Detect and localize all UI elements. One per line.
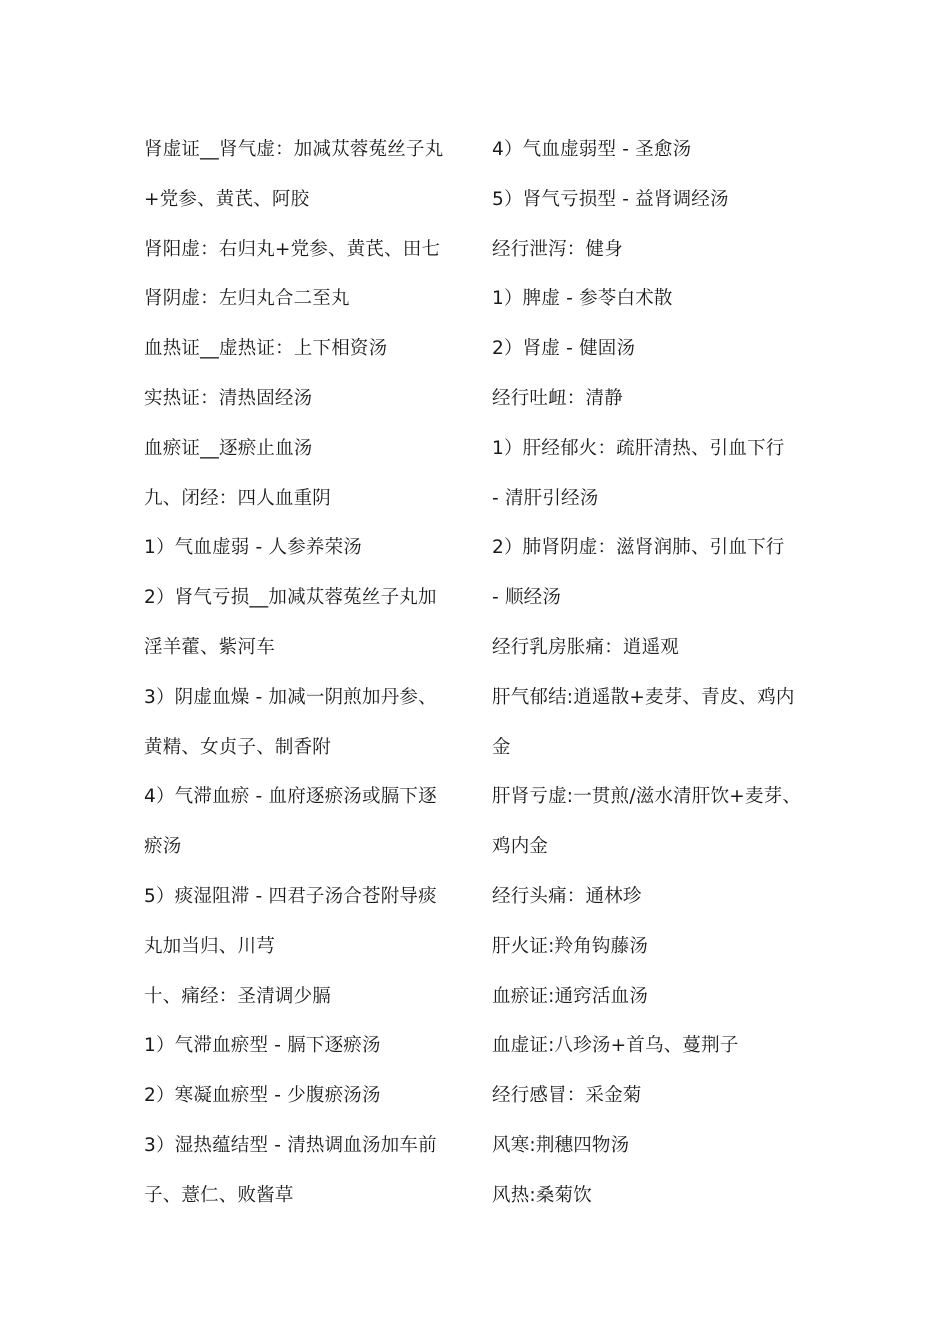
text-line: 鸡内金 (492, 836, 549, 858)
text-line: 1）脾虚 - 参苓白术散 (492, 288, 673, 310)
text-line: 血虚证:八珍汤+首乌、蔓荆子 (492, 1035, 739, 1057)
text-line: 肝肾亏虚:一贯煎/滋水清肝饮+麦芽、 (492, 786, 802, 808)
text-line: 肝火证:羚角钩藤汤 (492, 935, 649, 957)
text-line: 血瘀证:通窍活血汤 (492, 985, 649, 1007)
section-heading: 经行头痛：通林珍 (492, 885, 642, 907)
text-line: +党参、黄芪、阿胶 (144, 188, 310, 210)
text-line: 肾虚证__肾气虚：加减苁蓉菟丝子丸 (144, 139, 444, 160)
text-line: 黄精、女贞子、制香附 (144, 736, 332, 758)
text-line: 肝气郁结:逍遥散+麦芽、青皮、鸡内 (492, 686, 795, 708)
text-line: 2）肾虚 - 健固汤 (492, 338, 636, 360)
text-line: 血热证__虚热证：上下相资汤 (144, 338, 388, 360)
text-line: 瘀汤 (144, 836, 182, 858)
text-line: 1）气滞血瘀型 - 膈下逐瘀汤 (144, 1035, 381, 1057)
text-line: 金 (492, 736, 511, 758)
text-line: 5）肾气亏损型 - 益肾调经汤 (492, 188, 729, 210)
section-heading: 十、痛经：圣清调少膈 (144, 985, 332, 1007)
text-line: 3）阴虚血燥 - 加减一阴煎加丹参、 (144, 686, 437, 708)
text-line: 2）寒凝血瘀型 - 少腹瘀汤汤 (144, 1085, 381, 1107)
text-line: 肾阴虚：左归丸合二至丸 (144, 288, 350, 310)
text-line: 5）痰湿阻滞 - 四君子汤合苍附导痰 (144, 885, 437, 907)
section-heading: 经行感冒：采金菊 (492, 1085, 642, 1107)
text-line: 实热证：清热固经汤 (144, 387, 313, 409)
left-text-column (144, 125, 474, 1221)
section-heading: 经行吐衄：清静 (492, 387, 623, 409)
text-line: 风热:桑菊饮 (492, 1184, 592, 1206)
text-line: 血瘀证__逐瘀止血汤 (144, 437, 313, 459)
text-line: 2）肾气亏损__加减苁蓉菟丝子丸加 (144, 587, 437, 609)
section-heading: 经行乳房胀痛：逍遥观 (492, 636, 680, 658)
text-line: 丸加当归、川芎 (144, 935, 275, 957)
text-line: - 清肝引经汤 (492, 487, 599, 509)
section-heading: 经行泄泻：健身 (492, 238, 623, 260)
text-line: - 顺经汤 (492, 587, 562, 609)
text-line: 风寒:荆穗四物汤 (492, 1134, 630, 1156)
text-line: 肾阳虚：右归丸+党参、黄芪、田七 (144, 238, 441, 260)
text-line: 淫羊藿、紫河车 (144, 636, 275, 658)
section-heading: 九、闭经：四人血重阴 (144, 487, 332, 509)
text-line: 3）湿热蕴结型 - 清热调血汤加车前 (144, 1134, 437, 1156)
text-line: 4）气滞血瘀 - 血府逐瘀汤或膈下逐 (144, 786, 437, 808)
text-line: 子、薏仁、败酱草 (144, 1184, 294, 1206)
text-line: 1）肝经郁火：疏肝清热、引血下行 (492, 437, 785, 459)
text-line: 4）气血虚弱型 - 圣愈汤 (492, 139, 692, 160)
text-line: 1）气血虚弱 - 人参养荣汤 (144, 537, 363, 559)
text-line: 2）肺肾阴虚：滋肾润肺、引血下行 (492, 537, 785, 559)
right-text-column (492, 125, 812, 1221)
